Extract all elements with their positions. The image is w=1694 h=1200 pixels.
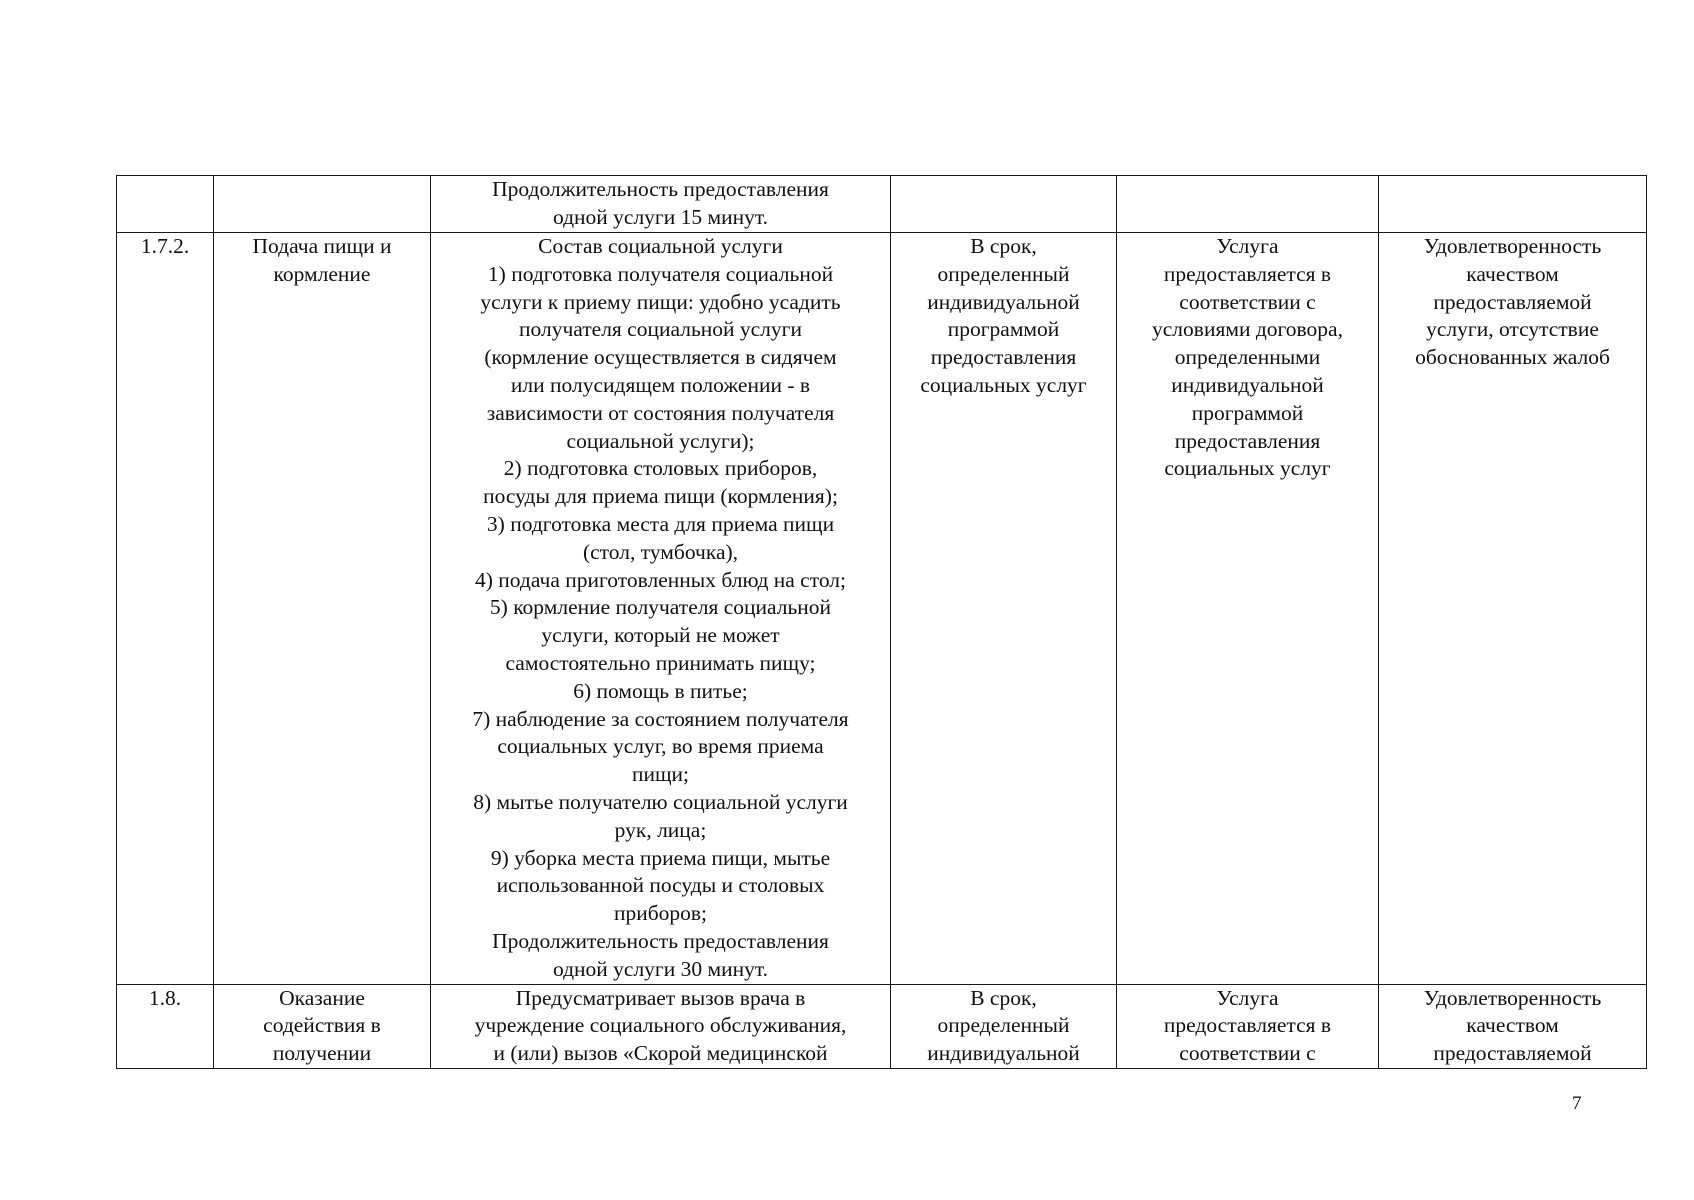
cell-service-content: Предусматривает вызов врача в учреждение социального обслуживания, и (или) вызов «Скорой медицинской	[431, 984, 891, 1068]
cell-service-name: Подача пищи и кормление	[214, 233, 431, 985]
cell-number: 1.8.	[117, 984, 214, 1068]
cell-quality: Удовлетворенность качеством предоставляемой	[1379, 984, 1647, 1068]
cell-term: В срок, определенный индивидуальной программой предоставления социальных услуг	[891, 233, 1117, 985]
services-table	[116, 175, 1647, 1069]
table-row	[117, 984, 1647, 1068]
cell-term	[891, 176, 1117, 233]
cell-conditions	[1117, 176, 1379, 233]
cell-conditions: Услуга предоставляется в соответствии с условиями договора, определенными индивидуальной программой предоставления социальных услуг	[1117, 233, 1379, 985]
table-row	[117, 233, 1647, 985]
page-number: 7	[1572, 1093, 1582, 1114]
cell-service-content: Продолжительность предоставления одной услуги 15 минут.	[431, 176, 891, 233]
cell-service-name	[214, 176, 431, 233]
table-row	[117, 176, 1647, 233]
cell-service-name: Оказание содействия в получении	[214, 984, 431, 1068]
cell-term: В срок, определенный индивидуальной	[891, 984, 1117, 1068]
cell-quality: Удовлетворенность качеством предоставляемой услуги, отсутствие обоснованных жалоб	[1379, 233, 1647, 985]
cell-quality	[1379, 176, 1647, 233]
cell-service-content: Состав социальной услуги 1) подготовка получателя социальной услуги к приему пищи: удобно усадить получателя социальной услуги (кормление осуществляется в сидячем или полусидящем положении - в зависимости от состояния получателя социальной услуги); 2) подготовка столовых приборов, посуды для приема пищи (кормления); 3) подготовка места для приема пищи (стол, тумбочка), 4) подача приготовленных блюд на стол; 5) кормление получателя социальной услуги, который не может самостоятельно принимать пищу; 6) помощь в питье; 7) наблюдение за состоянием получателя социальных услуг, во время приема пищи; 8) мытье получателю социальной услуги рук, лица; 9) уборка места приема пищи, мытье использованной посуды и столовых приборов; Продолжительность предоставления одной услуги 30 минут.	[431, 233, 891, 985]
cell-number	[117, 176, 214, 233]
cell-conditions: Услуга предоставляется в соответствии с	[1117, 984, 1379, 1068]
cell-number: 1.7.2.	[117, 233, 214, 985]
